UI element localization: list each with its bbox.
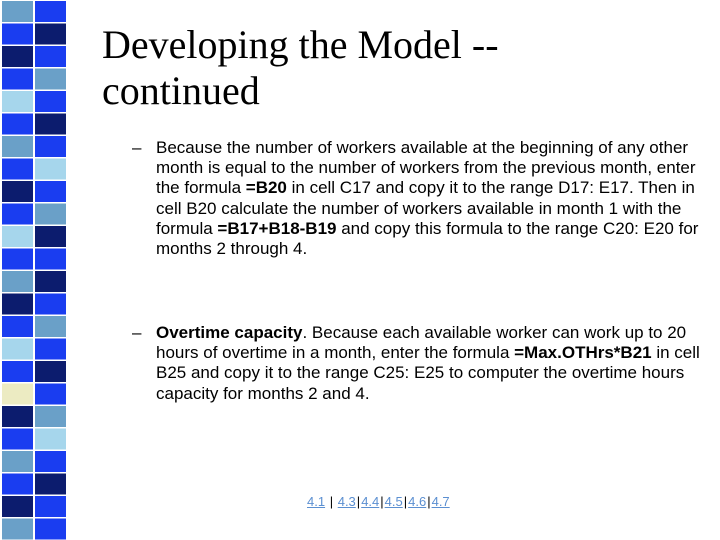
strip-square — [35, 46, 66, 67]
strip-square — [35, 69, 66, 90]
nav-link-4-5[interactable]: 4.5 — [384, 494, 403, 509]
strip-square — [35, 181, 66, 202]
overtime-capacity-heading: Overtime capacity — [156, 323, 303, 342]
strip-square — [2, 1, 33, 22]
nav-separator: | — [427, 494, 431, 509]
strip-square — [2, 46, 33, 67]
strip-square — [2, 496, 33, 517]
strip-square — [2, 429, 33, 450]
bullet-text — [156, 138, 702, 259]
section-nav-links — [307, 494, 450, 509]
nav-separator: | — [403, 494, 408, 509]
strip-square — [2, 451, 33, 472]
strip-square — [35, 159, 66, 180]
strip-square — [35, 249, 66, 270]
strip-square — [2, 339, 33, 360]
strip-square — [2, 204, 33, 225]
nav-link-4-4[interactable]: 4.4 — [361, 494, 380, 509]
nav-link-4-7[interactable]: 4.7 — [431, 494, 450, 509]
strip-square — [35, 136, 66, 157]
nav-separator: | — [329, 494, 334, 509]
strip-square — [35, 406, 66, 427]
strip-square — [2, 361, 33, 382]
strip-square — [35, 294, 66, 315]
strip-square — [2, 406, 33, 427]
nav-separator: | — [356, 494, 361, 509]
strip-square — [35, 271, 66, 292]
strip-square — [35, 114, 66, 135]
nav-link-4-3[interactable]: 4.3 — [337, 494, 356, 509]
slide-title — [102, 22, 702, 114]
formula-b20: =B20 — [245, 178, 287, 198]
nav-link-4-6[interactable]: 4.6 — [408, 494, 427, 509]
strip-square — [2, 519, 33, 540]
text-segment: . Because each available worker can work up to 20 hours of overtime in a month, enter the formula — [156, 323, 687, 363]
strip-square — [35, 384, 66, 405]
bullet-overtime-capacity — [132, 323, 702, 404]
strip-square — [35, 474, 66, 495]
bullet-dash: – — [132, 323, 142, 342]
strip-square — [35, 316, 66, 337]
text-segment: Because the number of workers available at the beginning of any other month is equal to the number of workers from the previous month, enter the formula — [156, 138, 696, 198]
strip-square — [2, 316, 33, 337]
strip-square — [35, 429, 66, 450]
title-line-2: continued — [102, 68, 260, 113]
strip-square — [2, 91, 33, 112]
formula-max-othrs: =Max.OTHrs*B21 — [514, 343, 652, 363]
strip-square — [35, 204, 66, 225]
strip-square — [2, 114, 33, 135]
strip-square — [35, 24, 66, 45]
strip-square — [35, 91, 66, 112]
strip-square — [2, 249, 33, 270]
bullet-dash: – — [132, 138, 142, 157]
bullet-text — [156, 323, 702, 404]
title-line-1: Developing the Model -- — [102, 22, 499, 67]
strip-square — [2, 24, 33, 45]
strip-square — [2, 294, 33, 315]
nav-separator: | — [380, 494, 384, 509]
formula-b17-b18-b19: =B17+B18-B19 — [217, 218, 337, 238]
strip-square — [35, 519, 66, 540]
decorative-square-strip — [0, 0, 68, 540]
strip-square — [2, 384, 33, 405]
strip-square — [35, 226, 66, 247]
strip-square — [2, 181, 33, 202]
text-segment: in cell B25 and copy it to the range C25: E25 to computer the overtime hours capacity for months 2 and 4. — [156, 343, 700, 403]
strip-square — [35, 451, 66, 472]
text-segment: and copy this formula to the range C20: E20 for months 2 through 4. — [156, 218, 699, 259]
strip-square — [35, 1, 66, 22]
strip-square — [35, 339, 66, 360]
strip-square — [2, 271, 33, 292]
text-segment: in cell C17 and copy it to the range D17: E17. Then in cell B20 calculate the number of workers available in month 1 with the formula — [156, 178, 695, 238]
strip-square — [35, 496, 66, 517]
strip-square — [2, 159, 33, 180]
strip-square — [2, 474, 33, 495]
bullet-workers-available — [132, 138, 702, 259]
strip-square — [2, 136, 33, 157]
strip-square — [2, 226, 33, 247]
nav-link-4-1[interactable]: 4.1 — [307, 494, 326, 509]
strip-square — [2, 69, 33, 90]
strip-square — [35, 361, 66, 382]
